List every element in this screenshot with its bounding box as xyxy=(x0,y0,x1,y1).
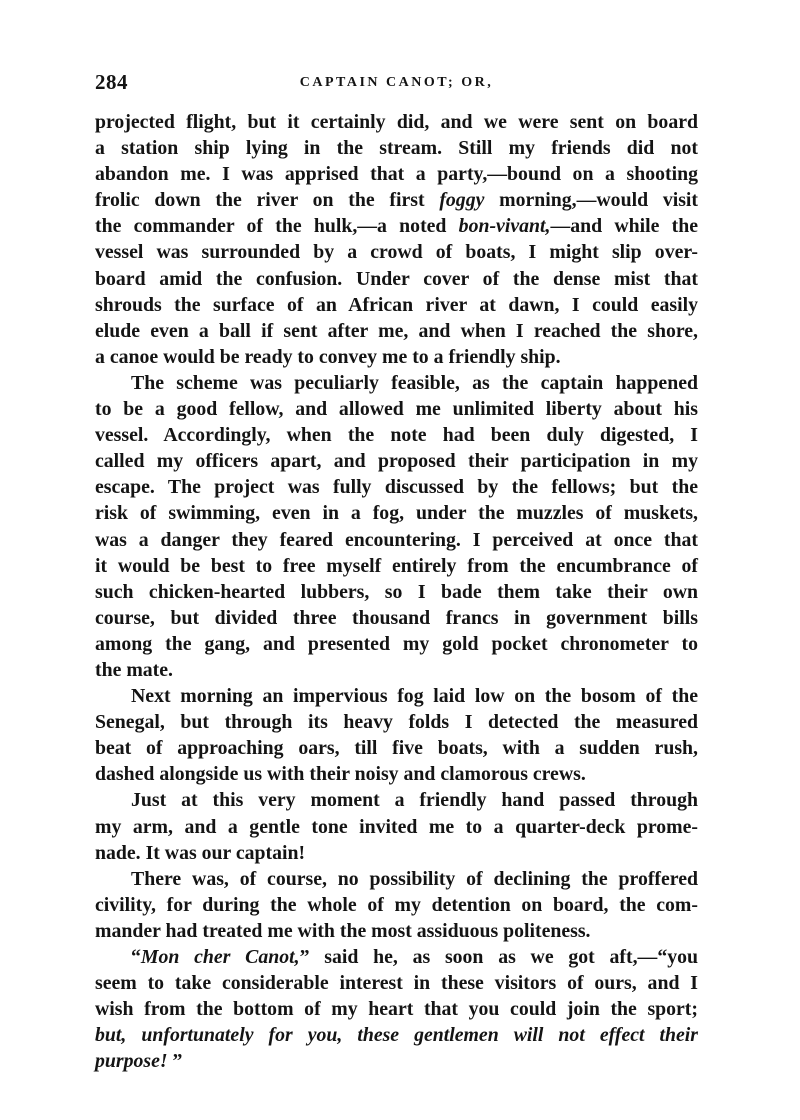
text-line: risk of swimming, even in a fog, under the muzzles of muskets, xyxy=(95,502,698,525)
text-line: dashed alongside us with their noisy and clamorous crews. xyxy=(95,763,586,786)
text-line: board amid the confusion. Under cover of the dense mist that xyxy=(95,267,698,290)
italic-text: purpose! xyxy=(95,1050,168,1073)
text-line: a station ship lying in the stream. Still my friends did not xyxy=(95,137,698,160)
paragraph xyxy=(95,944,698,1074)
text-line: vessel was surrounded by a crowd of boats, I might slip over- xyxy=(95,241,698,264)
text-line: civility, for during the whole of my detention on board, the com- xyxy=(95,893,698,916)
text-line: shrouds the surface of an African river at dawn, I could easily xyxy=(95,293,698,316)
running-head: CAPTAIN CANOT; OR, xyxy=(299,75,494,90)
text-line: among the gang, and presented my gold pocket chronometer to xyxy=(95,632,698,655)
text-line: escape. The project was fully discussed by the fellows; but the xyxy=(95,476,698,499)
body-text xyxy=(95,109,698,1074)
text-line: elude even a ball if sent after me, and when I reached the shore, xyxy=(95,319,698,342)
text-line: course, but divided three thousand francs in government bills xyxy=(95,606,698,629)
paragraph xyxy=(95,866,698,944)
text-line: abandon me. I was apprised that a party,—bound on a shooting xyxy=(95,163,698,186)
italic-text: bon-vivant, xyxy=(458,215,551,238)
text-line xyxy=(95,1022,698,1048)
italic-text: but, unfortunately for you, these gentlemen will not effect their xyxy=(95,1024,698,1047)
text-line: my arm, and a gentle tone invited me to a quarter-deck prome- xyxy=(95,815,698,838)
text-line: to be a good fellow, and allowed me unlimited liberty about his xyxy=(95,398,698,421)
text-line: vessel. Accordingly, when the note had been duly digested, I xyxy=(95,424,698,447)
text-line: nade. It was our captain! xyxy=(95,841,306,864)
page-number: 284 xyxy=(95,70,128,94)
italic-text: foggy xyxy=(439,189,485,212)
text-line: projected flight, but it certainly did, and we were sent on board xyxy=(95,111,698,133)
text-line: seem to take considerable interest in these visitors of ours, and I xyxy=(95,972,698,995)
text-line: was a danger they feared encountering. I perceived at once that xyxy=(95,528,698,551)
text-line: wish from the bottom of my heart that you could join the sport; xyxy=(95,998,698,1021)
text-line: Just at this very moment a friendly hand passed through xyxy=(131,789,698,812)
text-line: The scheme was peculiarly feasible, as the captain happened xyxy=(131,371,698,394)
text-line: purpose! ” xyxy=(95,1050,183,1073)
text-line: called my officers apart, and proposed their participation in my xyxy=(95,450,698,473)
paragraph xyxy=(95,370,698,683)
paragraph xyxy=(95,109,698,370)
italic-text: Mon cher Canot, xyxy=(140,946,300,968)
text-line: There was, of course, no possibility of declining the proffered xyxy=(131,867,698,890)
text-line: the mate. xyxy=(95,658,173,681)
text-line: such chicken-hearted lubbers, so I bade them take their own xyxy=(95,580,698,603)
text-line: the commander of the hulk,—a noted bon-vivant,—and while the xyxy=(95,215,698,238)
page-header xyxy=(95,70,698,100)
text-line: a canoe would be ready to convey me to a friendly ship. xyxy=(95,345,561,368)
paragraph xyxy=(95,787,698,865)
text-line: frolic down the river on the first foggy morning,—would visit xyxy=(95,189,699,212)
text-line: “Mon cher Canot,” said he, as soon as we got aft,—“you xyxy=(131,946,698,968)
text-line: it would be best to free myself entirely from the encumbrance of xyxy=(95,554,698,577)
text-line: beat of approaching oars, till five boats, with a sudden rush, xyxy=(95,737,698,760)
paragraph xyxy=(95,683,698,787)
text-line: mander had treated me with the most assiduous politeness. xyxy=(95,919,591,942)
text-line: Next morning an impervious fog laid low on the bosom of the xyxy=(131,685,698,708)
text-line: Senegal, but through its heavy folds I detected the measured xyxy=(95,711,698,734)
